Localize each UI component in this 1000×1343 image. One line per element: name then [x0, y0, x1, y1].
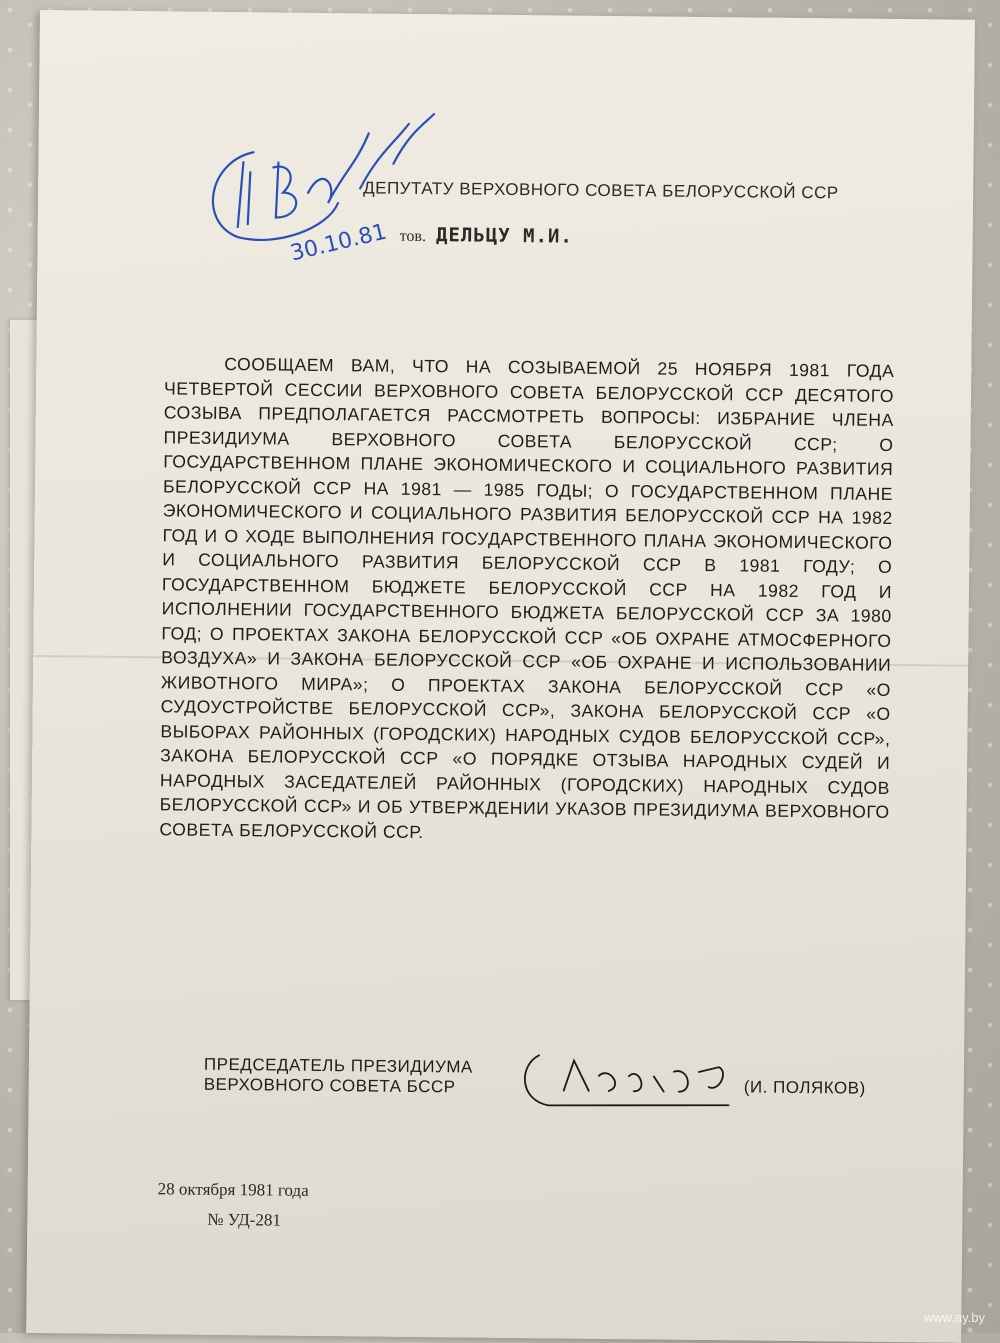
signatory-title-line2: ВЕРХОВНОГО СОВЕТА БССР	[203, 1074, 456, 1097]
letter-body: СООБЩАЕМ ВАМ, ЧТО НА СОЗЫВАЕМОЙ 25 НОЯБРЯ 1981 ГОДА ЧЕТВЕРТОЙ СЕССИИ ВЕРХОВНОГО СОВЕТА БЕЛОРУССКОЙ ССР ДЕСЯТОГО СОЗЫВА ПРЕДПОЛАГАЕТСЯ РАССМОТРЕТЬ ВОПРОСЫ: ИЗБРАНИЕ ЧЛЕНА ПРЕЗИДИУМА ВЕРХОВНОГО СОВЕТА БЕЛОРУССКОЙ ССР; О ГОСУДАРСТВЕННОМ ПЛАНЕ ЭКОНОМИЧЕСКОГО И СОЦИАЛЬНОГО РАЗВИТИЯ БЕЛОРУССКОЙ ССР НА 1981 — 1985 ГОДЫ; О ГОСУДАРСТВЕННОМ ПЛАНЕ ЭКОНОМИЧЕСКОГО И СОЦИАЛЬНОГО РАЗВИТИЯ БЕЛОРУССКОЙ ССР НА 1982 ГОД И О ХОДЕ ВЫПОЛНЕНИЯ ГОСУДАРСТВЕННОГО ПЛАНА ЭКОНОМИЧЕСКОГО И СОЦИАЛЬНОГО РАЗВИТИЯ БЕЛОРУССКОЙ ССР В 1981 ГОДУ; О ГОСУДАРСТВЕННОМ БЮДЖЕТЕ БЕЛОРУССКОЙ ССР НА 1982 ГОД И ИСПОЛНЕНИИ ГОСУДАРСТВЕННОГО БЮДЖЕТА БЕЛОРУССКОЙ ССР ЗА 1980 ГОД; О ПРОЕКТАХ ЗАКОНА БЕЛОРУССКОЙ ССР «ОБ ОХРАНЕ АТМОСФЕРНОГО ВОЗДУХА» И ЗАКОНА БЕЛОРУССКОЙ ССР «ОБ ОХРАНЕ И ИСПОЛЬЗОВАНИИ ЖИВОТНОГО МИРА»; О ПРОЕКТАХ ЗАКОНА БЕЛОРУССКОЙ ССР «О СУДОУСТРОЙСТВЕ БЕЛОРУССКОЙ ССР», ЗАКОНА БЕЛОРУССКОЙ ССР «О ВЫБОРАХ РАЙОННЫХ (ГОРОДСКИХ) НАРОДНЫХ СУДОВ БЕЛОРУССКОЙ ССР», ЗАКОНА БЕЛОРУССКОЙ ССР «О ПОРЯДКЕ ОТЗЫВА НАРОДНЫХ СУДЕЙ И НАРОДНЫХ ЗАСЕДАТЕЛЕЙ РАЙОННЫХ (ГОРОДСКИХ) НАРОДНЫХ СУДОВ БЕЛОРУССКОЙ ССР» И ОБ УТВЕРЖДЕНИИ УКАЗОВ ПРЕЗИДИУМА ВЕРХОВНОГО СОВЕТА БЕЛОРУССКОЙ ССР.	[159, 353, 895, 842]
signatory-name: (И. ПОЛЯКОВ)	[743, 1077, 866, 1098]
document-date: 28 октября 1981 года	[157, 1179, 309, 1200]
handwriting-layer	[26, 10, 975, 1343]
document-number: № УД-281	[207, 1209, 281, 1230]
addressee-line: ДЕПУТАТУ ВЕРХОВНОГО СОВЕТА БЕЛОРУССКОЙ ССР	[363, 178, 839, 203]
tov-prefix: тов.	[399, 227, 427, 246]
recipient-name: ДЕЛЬЦУ М.И.	[435, 224, 573, 248]
handwritten-date: 30.10.81	[287, 219, 390, 267]
signatory-title-line1: ПРЕДСЕДАТЕЛЬ ПРЕЗИДИУМА	[203, 1054, 473, 1077]
polyakov-signature	[525, 1055, 729, 1107]
blue-resolution-signature	[213, 112, 434, 242]
site-watermark: www.ay.by	[923, 1310, 985, 1325]
document-sheet	[26, 10, 975, 1343]
